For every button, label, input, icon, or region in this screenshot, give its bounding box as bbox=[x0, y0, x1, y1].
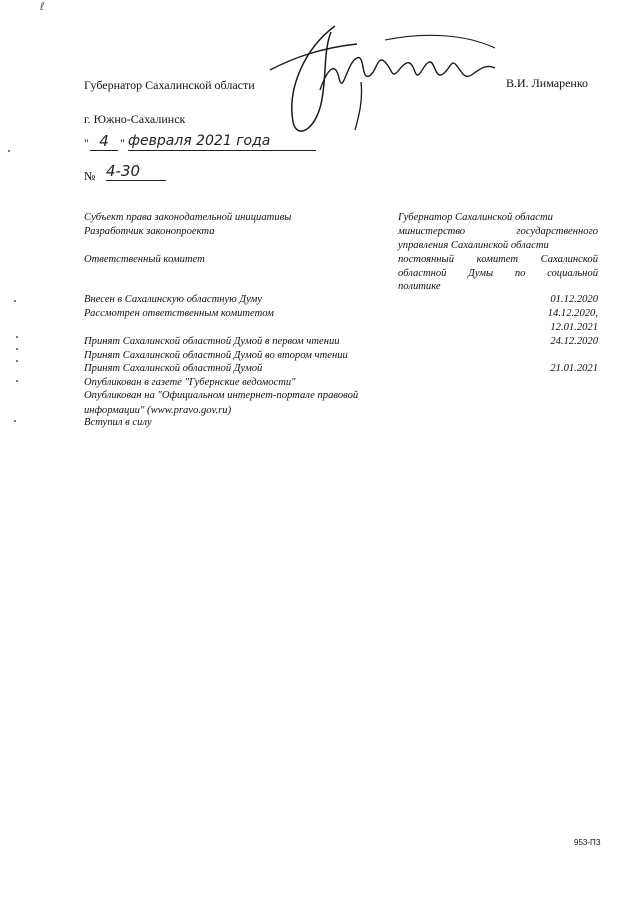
date-day: 4 bbox=[90, 133, 118, 151]
label-subject: Субъект права законодательной инициативы bbox=[84, 212, 292, 223]
scan-dot bbox=[8, 150, 10, 152]
number-sign: № bbox=[84, 169, 96, 183]
date-close-quote: " bbox=[120, 136, 125, 150]
date-line bbox=[84, 130, 324, 156]
scan-dot bbox=[14, 300, 16, 302]
label-reviewed: Рассмотрен ответственным комитетом bbox=[84, 308, 274, 319]
value-reviewed-1: 14.12.2020, bbox=[547, 308, 598, 319]
label-published-portal: Опубликован на "Официальном интернет-портале правовой информации" (www.pravo.gov.ru) bbox=[84, 390, 359, 416]
scan-dot bbox=[16, 380, 18, 382]
label-adopted: Принят Сахалинской областной Думой bbox=[84, 363, 263, 374]
number-line bbox=[84, 160, 204, 184]
value-committee-line3: политике bbox=[398, 281, 441, 292]
document-code: 953-ПЗ bbox=[574, 838, 601, 847]
label-committee: Ответственный комитет bbox=[84, 254, 205, 265]
label-introduced: Внесен в Сахалинскую областную Думу bbox=[84, 294, 262, 305]
scan-dot bbox=[16, 348, 18, 350]
value-developer-line1: министерство государственного bbox=[398, 226, 598, 237]
value-subject: Губернатор Сахалинской области bbox=[398, 212, 553, 223]
label-in-force: Вступил в силу bbox=[84, 417, 152, 428]
number-value: 4-30 bbox=[106, 163, 166, 181]
governor-name: В.И. Лимаренко bbox=[506, 76, 589, 90]
scan-dot bbox=[16, 360, 18, 362]
date-month-year: февраля 2021 года bbox=[128, 133, 316, 151]
governor-title: Губернатор Сахалинской области bbox=[84, 78, 255, 92]
value-committee-line1: постоянный комитет Сахалинской bbox=[398, 254, 598, 265]
value-introduced: 01.12.2020 bbox=[550, 294, 598, 305]
label-first-reading: Принят Сахалинской областной Думой в первом чтении bbox=[84, 336, 340, 347]
label-published-newspaper: Опубликован в газете "Губернские ведомости" bbox=[84, 377, 296, 388]
governor-signature bbox=[265, 18, 505, 140]
scan-dot bbox=[16, 336, 18, 338]
city: г. Южно-Сахалинск bbox=[84, 112, 186, 126]
value-reviewed-2: 12.01.2021 bbox=[550, 322, 598, 333]
label-developer: Разработчик законопроекта bbox=[84, 226, 215, 237]
value-developer-line2: управления Сахалинской области bbox=[398, 240, 549, 251]
scan-mark: ℓ bbox=[40, 0, 45, 13]
value-adopted: 21.01.2021 bbox=[550, 363, 598, 374]
label-second-reading: Принят Сахалинской областной Думой во втором чтении bbox=[84, 350, 348, 361]
value-committee-line2: областной Думы по социальной bbox=[398, 268, 598, 279]
scan-dot bbox=[14, 420, 16, 422]
value-first-reading: 24.12.2020 bbox=[550, 336, 598, 347]
date-open-quote: " bbox=[84, 136, 89, 150]
